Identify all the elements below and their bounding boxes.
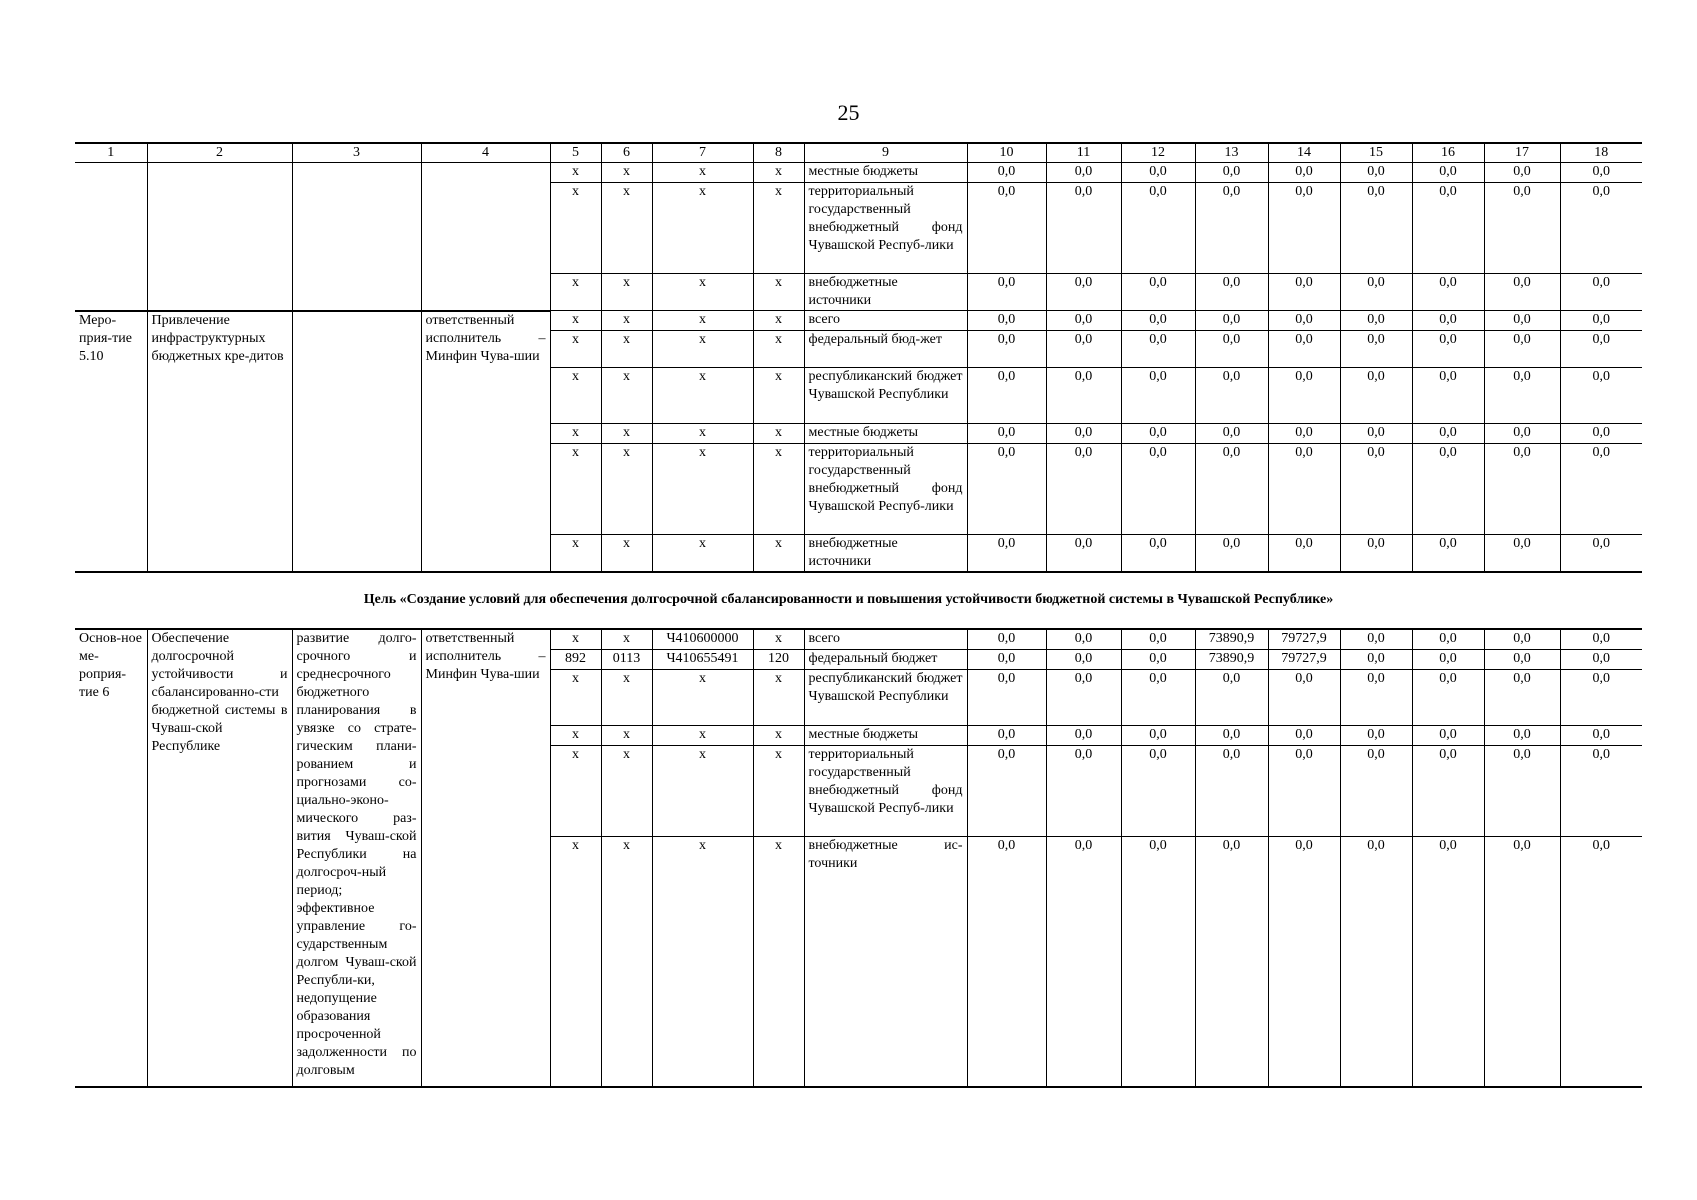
year-value: 0,0: [1195, 535, 1268, 573]
expense-type-code: х: [753, 629, 804, 649]
year-value: 0,0: [1121, 183, 1195, 274]
activity-executor: ответственный исполнитель – Минфин Чува-шии: [421, 311, 550, 573]
target-article-code: х: [652, 311, 753, 331]
funding-source: местные бюджеты: [804, 163, 967, 183]
grbs-code: х: [550, 629, 601, 649]
expense-type-code: х: [753, 745, 804, 836]
year-value: 0,0: [1484, 424, 1560, 444]
column-number-4: 4: [421, 143, 550, 163]
year-value: 0,0: [967, 368, 1046, 424]
target-article-code: х: [652, 535, 753, 573]
year-value: 0,0: [1560, 725, 1642, 745]
year-value: 0,0: [1195, 311, 1268, 331]
year-value: 0,0: [1560, 183, 1642, 274]
expense-type-code: х: [753, 274, 804, 311]
target-article-code: х: [652, 274, 753, 311]
activity-name: Обеспечение долгосрочной устойчивости и сбалансированно-сти бюджетной системы в Чуваш-ской Республике: [147, 629, 292, 1087]
expense-type-code: х: [753, 368, 804, 424]
expense-type-code: х: [753, 444, 804, 535]
year-value: 0,0: [1121, 669, 1195, 725]
year-value: 0,0: [1046, 725, 1121, 745]
year-value: 0,0: [1412, 331, 1484, 368]
year-value: 0,0: [967, 331, 1046, 368]
grbs-code: х: [550, 535, 601, 573]
year-value: 0,0: [1340, 331, 1412, 368]
year-value: 0,0: [1121, 311, 1195, 331]
column-number-3: 3: [292, 143, 421, 163]
year-value: 0,0: [1121, 368, 1195, 424]
funding-source: республиканский бюджет Чувашской Республики: [804, 669, 967, 725]
year-value: 0,0: [1412, 669, 1484, 725]
budget-table-lower: [75, 628, 1642, 1088]
year-value: 0,0: [1268, 163, 1340, 183]
expense-type-code: х: [753, 183, 804, 274]
column-number-6: 6: [601, 143, 652, 163]
year-value: 0,0: [1046, 331, 1121, 368]
activity-label: Меро-прия-тие 5.10: [75, 311, 147, 573]
year-value: 0,0: [967, 311, 1046, 331]
section-code: х: [601, 183, 652, 274]
column-number-13: 13: [1195, 143, 1268, 163]
section-code: х: [601, 311, 652, 331]
year-value: 0,0: [1484, 649, 1560, 669]
year-value: 73890,9: [1195, 649, 1268, 669]
grbs-code: х: [550, 745, 601, 836]
year-value: 0,0: [1121, 535, 1195, 573]
year-value: 0,0: [1412, 535, 1484, 573]
year-value: 0,0: [1046, 649, 1121, 669]
column-number-2: 2: [147, 143, 292, 163]
section-code: х: [601, 535, 652, 573]
year-value: 0,0: [1412, 725, 1484, 745]
column-number-18: 18: [1560, 143, 1642, 163]
year-value: 0,0: [1484, 836, 1560, 1087]
year-value: 0,0: [1412, 368, 1484, 424]
year-value: 0,0: [1268, 368, 1340, 424]
year-value: 0,0: [1412, 649, 1484, 669]
grbs-code: х: [550, 669, 601, 725]
activity-name: Привлечение инфраструктурных бюджетных кре-дитов: [147, 311, 292, 573]
year-value: 0,0: [1340, 629, 1412, 649]
column-number-5: 5: [550, 143, 601, 163]
activity-label: Основ-ное ме-роприя-тие 6: [75, 629, 147, 1087]
year-value: 0,0: [1195, 274, 1268, 311]
year-value: 0,0: [967, 836, 1046, 1087]
year-value: 0,0: [1560, 629, 1642, 649]
year-value: 0,0: [1046, 745, 1121, 836]
year-value: 0,0: [1195, 163, 1268, 183]
column-number-11: 11: [1046, 143, 1121, 163]
year-value: 0,0: [1340, 444, 1412, 535]
year-value: 0,0: [1560, 311, 1642, 331]
year-value: 0,0: [1046, 368, 1121, 424]
year-value: 0,0: [1340, 836, 1412, 1087]
budget-table-upper: [75, 142, 1642, 573]
year-value: 0,0: [1560, 331, 1642, 368]
table-row: [75, 311, 1642, 331]
target-article-code: х: [652, 444, 753, 535]
year-value: 0,0: [1121, 331, 1195, 368]
year-value: 0,0: [1046, 183, 1121, 274]
column-number-8: 8: [753, 143, 804, 163]
year-value: 0,0: [1412, 444, 1484, 535]
grbs-code: х: [550, 311, 601, 331]
year-value: 0,0: [1560, 424, 1642, 444]
year-value: 0,0: [1412, 311, 1484, 331]
year-value: 0,0: [1340, 274, 1412, 311]
section-code: х: [601, 836, 652, 1087]
expense-type-code: х: [753, 163, 804, 183]
year-value: 0,0: [1268, 745, 1340, 836]
column-number-header: [75, 143, 1642, 163]
section-code: х: [601, 274, 652, 311]
year-value: 0,0: [967, 535, 1046, 573]
year-value: 0,0: [1560, 274, 1642, 311]
expense-type-code: 120: [753, 649, 804, 669]
year-value: 0,0: [1046, 669, 1121, 725]
year-value: 0,0: [1340, 368, 1412, 424]
year-value: 0,0: [1268, 183, 1340, 274]
year-value: 0,0: [1121, 629, 1195, 649]
year-value: 0,0: [1046, 163, 1121, 183]
year-value: 0,0: [1484, 163, 1560, 183]
year-value: 0,0: [1340, 745, 1412, 836]
year-value: 0,0: [1484, 311, 1560, 331]
target-article-code: х: [652, 163, 753, 183]
activity-name: [147, 163, 292, 311]
year-value: 0,0: [1195, 368, 1268, 424]
year-value: 0,0: [1046, 629, 1121, 649]
expense-type-code: х: [753, 535, 804, 573]
section-code: х: [601, 745, 652, 836]
funding-source: всего: [804, 629, 967, 649]
year-value: 0,0: [1560, 163, 1642, 183]
year-value: 0,0: [1121, 745, 1195, 836]
year-value: 0,0: [1195, 669, 1268, 725]
target-article-code: х: [652, 836, 753, 1087]
year-value: 0,0: [1484, 535, 1560, 573]
activity-goal: [292, 311, 421, 573]
year-value: 0,0: [1121, 424, 1195, 444]
expense-type-code: х: [753, 331, 804, 368]
grbs-code: х: [550, 444, 601, 535]
year-value: 0,0: [1484, 444, 1560, 535]
year-value: 0,0: [1046, 444, 1121, 535]
year-value: 0,0: [1412, 836, 1484, 1087]
column-number-9: 9: [804, 143, 967, 163]
year-value: 0,0: [1484, 629, 1560, 649]
year-value: 0,0: [1268, 444, 1340, 535]
target-article-code: х: [652, 745, 753, 836]
activity-goal: [292, 163, 421, 311]
year-value: 0,0: [1195, 725, 1268, 745]
funding-source: территориальный государственный внебюджетный фонд Чувашской Респуб-лики: [804, 745, 967, 836]
funding-source: федеральный бюджет: [804, 649, 967, 669]
year-value: 0,0: [967, 745, 1046, 836]
year-value: 0,0: [1412, 745, 1484, 836]
funding-source: внебюджетные источники: [804, 274, 967, 311]
year-value: 0,0: [1340, 424, 1412, 444]
year-value: 0,0: [1484, 331, 1560, 368]
year-value: 0,0: [1195, 183, 1268, 274]
year-value: 0,0: [1340, 535, 1412, 573]
year-value: 0,0: [1046, 311, 1121, 331]
section-code: х: [601, 669, 652, 725]
year-value: 0,0: [967, 274, 1046, 311]
year-value: 0,0: [1195, 745, 1268, 836]
year-value: 0,0: [967, 649, 1046, 669]
expense-type-code: х: [753, 311, 804, 331]
year-value: 0,0: [1412, 424, 1484, 444]
funding-source: территориальный государственный внебюджетный фонд Чувашской Респуб-лики: [804, 183, 967, 274]
grbs-code: 892: [550, 649, 601, 669]
year-value: 0,0: [1484, 725, 1560, 745]
year-value: 79727,9: [1268, 629, 1340, 649]
funding-source: республиканский бюджет Чувашской Республики: [804, 368, 967, 424]
section-code: х: [601, 424, 652, 444]
funding-source: внебюджетные источники: [804, 535, 967, 573]
grbs-code: х: [550, 331, 601, 368]
year-value: 0,0: [1268, 424, 1340, 444]
section-code: х: [601, 163, 652, 183]
section-code: х: [601, 444, 652, 535]
year-value: 0,0: [1484, 183, 1560, 274]
year-value: 0,0: [1560, 836, 1642, 1087]
page-number: 25: [837, 100, 860, 125]
year-value: 0,0: [1560, 649, 1642, 669]
year-value: 0,0: [1484, 669, 1560, 725]
section-code: 0113: [601, 649, 652, 669]
activity-executor: [421, 163, 550, 311]
grbs-code: х: [550, 725, 601, 745]
grbs-code: х: [550, 274, 601, 311]
column-number-15: 15: [1340, 143, 1412, 163]
year-value: 0,0: [1340, 649, 1412, 669]
year-value: 0,0: [1560, 368, 1642, 424]
funding-source: территориальный государственный внебюджетный фонд Чувашской Респуб-лики: [804, 444, 967, 535]
activity-executor: ответственный исполнитель – Минфин Чува-шии: [421, 629, 550, 1087]
year-value: 0,0: [1121, 444, 1195, 535]
year-value: 0,0: [1484, 274, 1560, 311]
year-value: 0,0: [1560, 444, 1642, 535]
target-article-code: х: [652, 725, 753, 745]
year-value: 0,0: [967, 424, 1046, 444]
column-number-16: 16: [1412, 143, 1484, 163]
target-article-code: х: [652, 669, 753, 725]
target-article-code: х: [652, 331, 753, 368]
expense-type-code: х: [753, 836, 804, 1087]
grbs-code: х: [550, 424, 601, 444]
year-value: 73890,9: [1195, 629, 1268, 649]
funding-source: местные бюджеты: [804, 424, 967, 444]
year-value: 0,0: [1195, 836, 1268, 1087]
year-value: 0,0: [1046, 535, 1121, 573]
section-code: х: [601, 368, 652, 424]
goal-heading: Цель «Создание условий для обеспечения долгосрочной сбалансированности и повышения устойчивости бюджетной системы в Чувашской Республике»: [363, 592, 1334, 607]
year-value: 0,0: [1340, 311, 1412, 331]
year-value: 0,0: [1121, 274, 1195, 311]
year-value: 0,0: [1560, 669, 1642, 725]
grbs-code: х: [550, 368, 601, 424]
year-value: 0,0: [1560, 745, 1642, 836]
year-value: 0,0: [1268, 836, 1340, 1087]
column-number-7: 7: [652, 143, 753, 163]
year-value: 0,0: [967, 669, 1046, 725]
year-value: 0,0: [1268, 274, 1340, 311]
year-value: 0,0: [967, 183, 1046, 274]
year-value: 0,0: [1268, 669, 1340, 725]
year-value: 0,0: [1340, 669, 1412, 725]
target-article-code: Ч410655491: [652, 649, 753, 669]
column-number-12: 12: [1121, 143, 1195, 163]
column-number-10: 10: [967, 143, 1046, 163]
year-value: 0,0: [967, 725, 1046, 745]
year-value: 0,0: [1412, 163, 1484, 183]
target-article-code: Ч410600000: [652, 629, 753, 649]
year-value: 0,0: [1121, 649, 1195, 669]
year-value: 0,0: [1121, 163, 1195, 183]
expense-type-code: х: [753, 669, 804, 725]
funding-source: всего: [804, 311, 967, 331]
year-value: 0,0: [1412, 274, 1484, 311]
year-value: 0,0: [1046, 274, 1121, 311]
year-value: 0,0: [1484, 368, 1560, 424]
year-value: 0,0: [1046, 424, 1121, 444]
grbs-code: х: [550, 183, 601, 274]
funding-source: внебюджетные ис-точники: [804, 836, 967, 1087]
section-code: х: [601, 629, 652, 649]
year-value: 0,0: [1340, 725, 1412, 745]
year-value: 0,0: [1268, 535, 1340, 573]
column-number-1: 1: [75, 143, 147, 163]
year-value: 0,0: [967, 163, 1046, 183]
column-number-17: 17: [1484, 143, 1560, 163]
target-article-code: х: [652, 424, 753, 444]
grbs-code: х: [550, 836, 601, 1087]
section-code: х: [601, 331, 652, 368]
expense-type-code: х: [753, 424, 804, 444]
target-article-code: х: [652, 183, 753, 274]
year-value: 0,0: [1046, 836, 1121, 1087]
funding-source: местные бюджеты: [804, 725, 967, 745]
year-value: 0,0: [1412, 629, 1484, 649]
year-value: 0,0: [1121, 725, 1195, 745]
year-value: 0,0: [1484, 745, 1560, 836]
year-value: 0,0: [1340, 163, 1412, 183]
funding-source: федеральный бюд-жет: [804, 331, 967, 368]
table-row: [75, 163, 1642, 183]
year-value: 0,0: [1340, 183, 1412, 274]
table-row: [75, 629, 1642, 649]
expense-type-code: х: [753, 725, 804, 745]
activity-goal: развитие долго-срочного и среднесрочного бюджетного планирования в увязке со страте-гическим плани-рованием и прогнозами со-циально-эконо-мического раз-вития Чуваш-ской Республики на долгосроч-ный период; эффективное управление го-сударственным долгом Чуваш-ской Республи-ки, недопущение образования просроченной задолженности по долговым: [292, 629, 421, 1087]
year-value: 0,0: [1195, 444, 1268, 535]
year-value: 0,0: [1268, 331, 1340, 368]
year-value: 0,0: [1268, 311, 1340, 331]
year-value: 0,0: [967, 629, 1046, 649]
section-code: х: [601, 725, 652, 745]
year-value: 0,0: [967, 444, 1046, 535]
target-article-code: х: [652, 368, 753, 424]
year-value: 0,0: [1268, 725, 1340, 745]
year-value: 79727,9: [1268, 649, 1340, 669]
activity-label: [75, 163, 147, 311]
year-value: 0,0: [1560, 535, 1642, 573]
year-value: 0,0: [1121, 836, 1195, 1087]
year-value: 0,0: [1195, 424, 1268, 444]
year-value: 0,0: [1195, 331, 1268, 368]
grbs-code: х: [550, 163, 601, 183]
column-number-14: 14: [1268, 143, 1340, 163]
year-value: 0,0: [1412, 183, 1484, 274]
